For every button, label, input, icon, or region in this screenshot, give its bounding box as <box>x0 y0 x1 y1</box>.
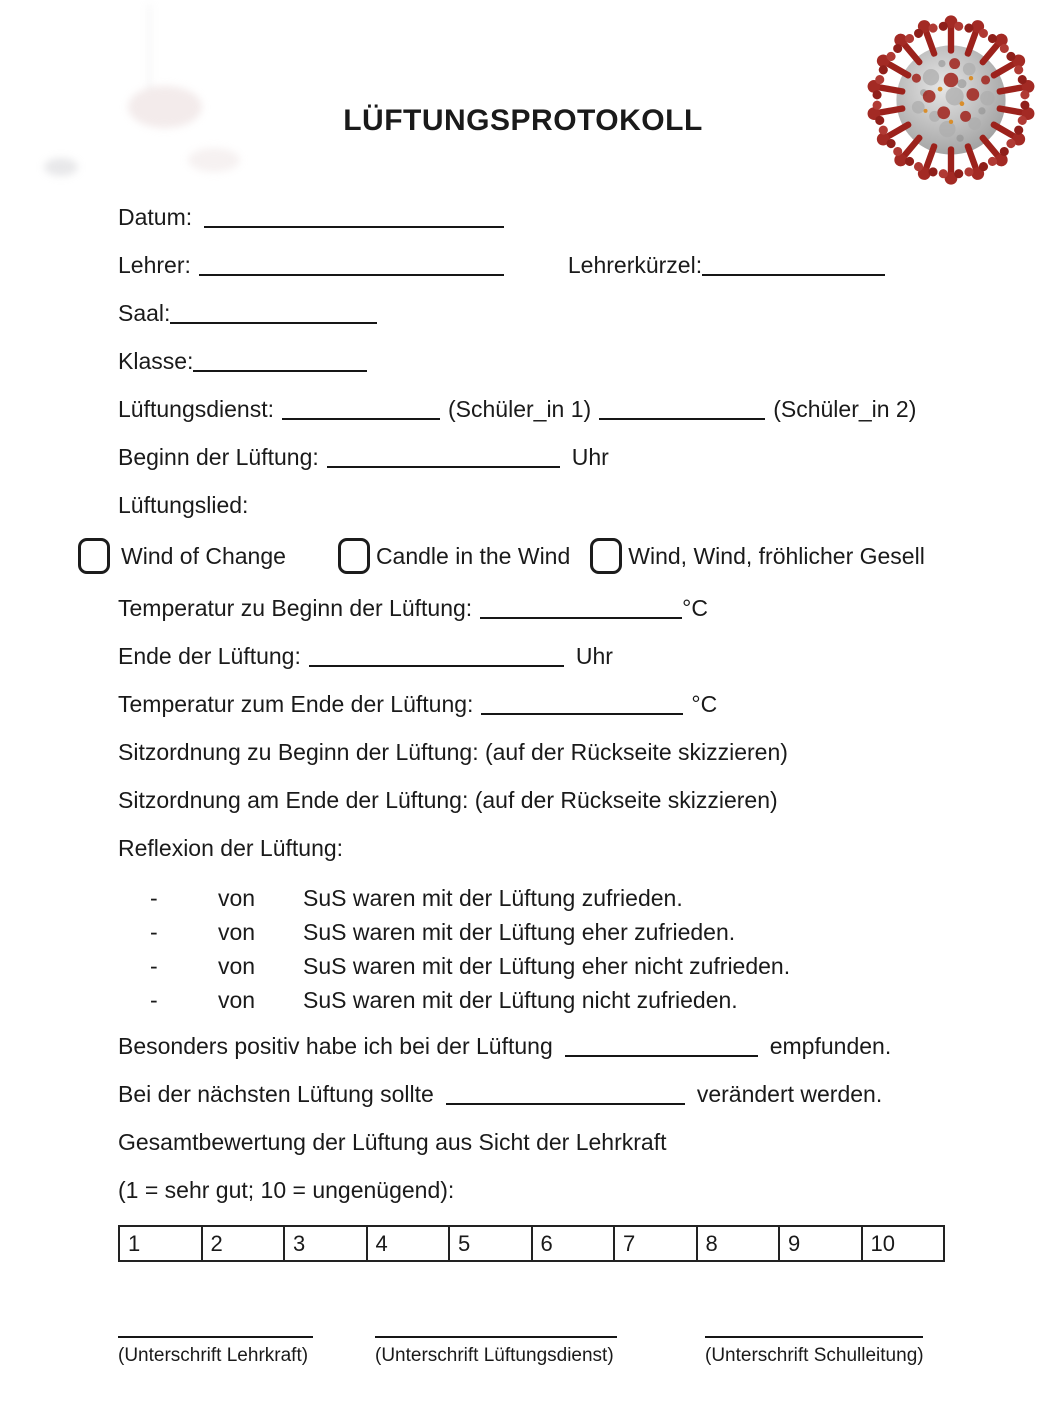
skala-label: (1 = sehr gut; 10 = ungenügend): <box>118 1177 455 1203</box>
scan-artifact <box>188 148 240 172</box>
von-label: von <box>218 885 256 911</box>
schueler2-label: (Schüler_in 2) <box>773 396 917 422</box>
checkbox-candle-in-the-wind[interactable] <box>338 538 370 574</box>
field-row-datum <box>118 202 1010 233</box>
lueftungslied-label: Lüftungslied: <box>118 492 249 518</box>
reflexion-item <box>118 949 1010 983</box>
naechste-pre-label: Bei der nächsten Lüftung sollte <box>118 1081 434 1107</box>
beginn-label: Beginn der Lüftung: <box>118 444 319 470</box>
signature-label: (Unterschrift Lehrkraft) <box>118 1345 309 1366</box>
gesamtbewertung-line <box>118 1127 1010 1158</box>
schueler2-blank[interactable] <box>599 398 765 420</box>
positiv-post-label: empfunden. <box>769 1033 892 1059</box>
positiv-pre-label: Besonders positiv habe ich bei der Lüftung <box>118 1033 553 1059</box>
lehrer-label: Lehrer: <box>118 252 191 278</box>
lehrerkuerzel-blank[interactable] <box>702 254 885 276</box>
schueler1-label: (Schüler_in 1) <box>448 396 592 422</box>
checkbox-wind-of-change[interactable] <box>78 538 110 574</box>
signature-schulleitung <box>705 1336 924 1367</box>
schueler1-blank[interactable] <box>282 398 440 420</box>
rating-cell[interactable]: 7 <box>614 1226 697 1261</box>
lehrer-blank[interactable] <box>199 254 504 276</box>
signature-lueftungsdienst <box>375 1336 617 1367</box>
rating-cell[interactable]: 9 <box>779 1226 862 1261</box>
song-label: Candle in the Wind <box>375 542 571 569</box>
lueftungslied-heading <box>118 490 1010 521</box>
celsius-label: °C <box>682 595 708 621</box>
signature-label: (Unterschrift Schulleitung) <box>705 1345 924 1366</box>
reflexion-text: SuS waren mit der Lüftung eher zufrieden. <box>303 919 736 945</box>
field-row-lehrer <box>118 250 1010 281</box>
beginn-blank[interactable] <box>327 446 560 468</box>
saal-label: Saal: <box>118 300 171 326</box>
naechste-blank[interactable] <box>446 1083 685 1105</box>
rating-cell[interactable]: 6 <box>532 1226 615 1261</box>
ende-blank[interactable] <box>309 645 564 667</box>
positiv-blank[interactable] <box>565 1035 758 1057</box>
saal-blank[interactable] <box>170 302 377 324</box>
song-option-candle-in-the-wind <box>338 538 570 574</box>
datum-label: Datum: <box>118 204 193 230</box>
bullet-dash: - <box>150 919 158 945</box>
song-option-wind-wind-froehlicher-gesell <box>590 538 925 574</box>
bullet-dash: - <box>150 953 158 979</box>
reflexion-text: SuS waren mit der Lüftung eher nicht zufrieden. <box>303 953 791 979</box>
song-options-row <box>78 538 1010 574</box>
sitzordnung-beginn-label: Sitzordnung zu Beginn der Lüftung: (auf der Rückseite skizzieren) <box>118 739 788 765</box>
rating-cell[interactable]: 4 <box>367 1226 450 1261</box>
song-label: Wind of Change <box>121 542 286 569</box>
naechste-post-label: verändert werden. <box>696 1081 883 1107</box>
checkbox-wind-wind-froehlicher-gesell[interactable] <box>590 538 622 574</box>
lehrerkuerzel-label: Lehrerkürzel: <box>567 252 703 278</box>
reflexion-item <box>118 983 1010 1017</box>
datum-blank[interactable] <box>204 206 504 228</box>
field-row-temp-ende <box>118 689 1010 720</box>
sitzordnung-ende-label: Sitzordnung am Ende der Lüftung: (auf der Rückseite skizzieren) <box>118 787 778 813</box>
signature-label: (Unterschrift Lüftungsdienst) <box>375 1345 614 1366</box>
song-option-wind-of-change <box>78 538 286 574</box>
celsius-label: °C <box>691 691 718 717</box>
field-row-lueftungsdienst <box>118 394 1010 425</box>
scan-artifact <box>44 158 78 176</box>
rating-table <box>118 1225 945 1262</box>
temp-beginn-blank[interactable] <box>480 597 682 619</box>
rating-cell[interactable]: 1 <box>119 1226 202 1261</box>
sitzordnung-ende-line <box>118 785 1010 816</box>
ende-label: Ende der Lüftung: <box>118 643 301 669</box>
field-row-positiv <box>118 1031 1010 1062</box>
uhr-label: Uhr <box>571 444 609 470</box>
temp-beginn-label: Temperatur zu Beginn der Lüftung: <box>118 595 473 621</box>
field-row-beginn <box>118 442 1010 473</box>
uhr-label: Uhr <box>575 643 613 669</box>
skala-line <box>118 1175 1010 1206</box>
bullet-dash: - <box>150 987 158 1013</box>
signature-lehrkraft <box>118 1336 313 1367</box>
rating-cell[interactable]: 2 <box>202 1226 285 1261</box>
von-label: von <box>218 919 256 945</box>
von-label: von <box>218 953 256 979</box>
reflexion-text: SuS waren mit der Lüftung zufrieden. <box>303 885 683 911</box>
field-row-klasse <box>118 346 1010 377</box>
rating-cell[interactable]: 8 <box>697 1226 780 1261</box>
field-row-ende <box>118 641 1010 672</box>
reflexion-item <box>118 915 1010 949</box>
field-row-saal <box>118 298 1010 329</box>
field-row-temp-beginn <box>118 593 1010 624</box>
reflexion-label: Reflexion der Lüftung: <box>118 835 344 861</box>
coronavirus-icon <box>860 2 1042 198</box>
reflexion-heading <box>118 833 1010 864</box>
song-label: Wind, Wind, fröhlicher Gesell <box>628 542 925 569</box>
von-label: von <box>218 987 256 1013</box>
page-title: LÜFTUNGSPROTOKOLL <box>343 104 703 137</box>
gesamtbewertung-label: Gesamtbewertung der Lüftung aus Sicht der Lehrkraft <box>118 1129 667 1155</box>
temp-ende-label: Temperatur zum Ende der Lüftung: <box>118 691 474 717</box>
klasse-label: Klasse: <box>118 348 194 374</box>
temp-ende-blank[interactable] <box>481 693 683 715</box>
klasse-blank[interactable] <box>193 350 367 372</box>
sitzordnung-beginn-line <box>118 737 1010 768</box>
lueftungsdienst-label: Lüftungsdienst: <box>118 396 275 422</box>
signature-row <box>118 1336 1010 1406</box>
rating-cell[interactable]: 10 <box>862 1226 945 1261</box>
reflexion-text: SuS waren mit der Lüftung nicht zufrieden. <box>303 987 738 1013</box>
bullet-dash: - <box>150 885 158 911</box>
rating-cell[interactable]: 5 <box>449 1226 532 1261</box>
reflexion-item <box>118 881 1010 915</box>
rating-cell[interactable]: 3 <box>284 1226 367 1261</box>
field-row-naechste <box>118 1079 1010 1110</box>
